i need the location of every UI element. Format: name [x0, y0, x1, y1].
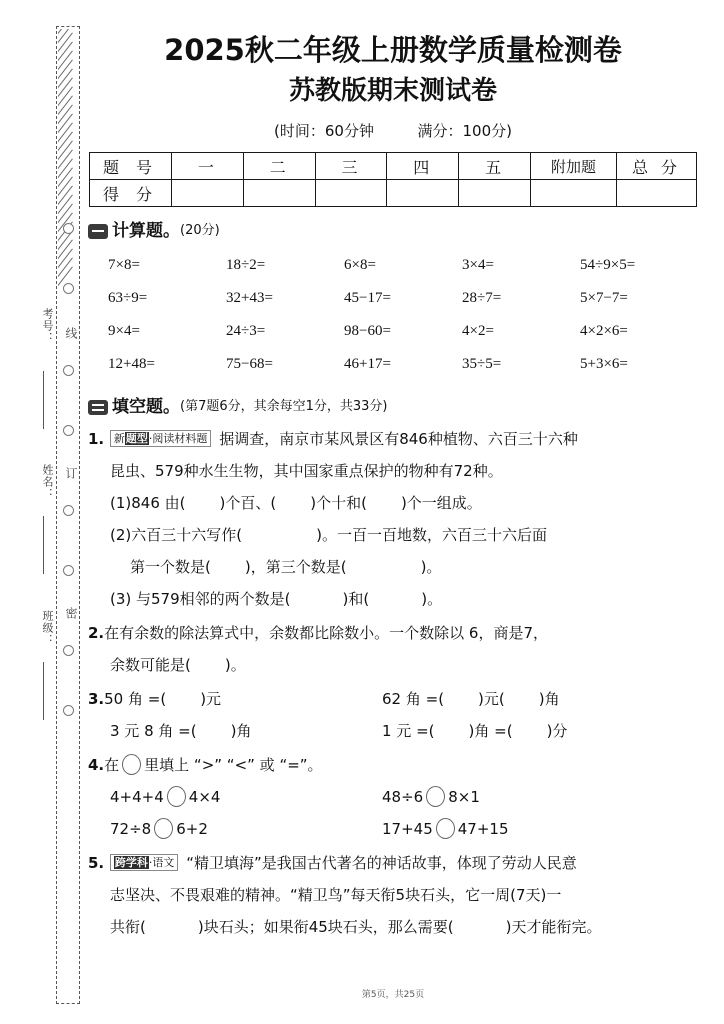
q4-pair-2	[364, 781, 644, 813]
tag-post: ·语文	[148, 856, 175, 869]
calc-item[interactable]: 9×4=	[108, 323, 140, 339]
question-1-sub3	[84, 583, 702, 615]
q4-left: 72÷8	[110, 820, 152, 838]
score-col-head-total: 总 分	[617, 153, 697, 180]
q3-r2c1-a: 3 元 8 角 =(	[110, 722, 197, 740]
calc-item[interactable]: 7×8=	[108, 257, 140, 273]
sub2-part-b: )。一百一百地数，六百三十六后面	[316, 526, 547, 544]
section-note-1: (20分)	[180, 223, 220, 238]
q3-r2c2-c: )分	[546, 722, 568, 740]
q3-item-2	[364, 683, 644, 715]
q4-right: 8×1	[448, 788, 480, 806]
calc-item[interactable]: 18÷2=	[226, 257, 266, 273]
calc-item[interactable]: 35÷5=	[462, 356, 502, 372]
q3-r1c2-b: )元(	[478, 690, 505, 708]
question-2-stem	[84, 617, 702, 649]
question-3	[84, 683, 702, 747]
question-3-row2	[84, 715, 702, 747]
sub1-part-a: (1)846 由(	[110, 494, 186, 512]
sub1-part-d: )个一组成。	[400, 494, 482, 512]
calc-item[interactable]: 63÷9=	[108, 290, 148, 306]
calc-row	[84, 315, 702, 348]
seal-char-seal: 密	[64, 607, 78, 619]
question-type-tag	[110, 854, 179, 871]
question-1-sub1	[84, 487, 702, 519]
calc-row	[84, 282, 702, 315]
exam-meta	[84, 116, 702, 146]
sub2-part-e: )。	[420, 558, 442, 576]
field-label-name: 姓名：	[41, 464, 54, 500]
calc-item[interactable]: 4×2×6=	[580, 323, 628, 339]
score-col-head-5: 五	[459, 153, 531, 180]
q3-item-4	[364, 715, 644, 747]
q4-right: 4×4	[188, 788, 221, 806]
q4-pair-1	[84, 781, 364, 813]
calc-item[interactable]: 75−68=	[226, 356, 273, 372]
q3-r1c1-a: 50 角 =(	[104, 690, 167, 708]
score-cell-extra[interactable]	[531, 180, 617, 207]
calc-item[interactable]: 4×2=	[462, 323, 494, 339]
write-rule	[43, 662, 44, 720]
q4-left: 17+45	[382, 820, 433, 838]
q3-item-3	[84, 715, 364, 747]
q4-right: 47+15	[457, 820, 509, 838]
table-row	[90, 180, 697, 207]
question-2-line2	[84, 649, 702, 681]
calculation-grid	[84, 249, 702, 381]
q3-r2c2-b: )角 =(	[468, 722, 513, 740]
score-col-head-3: 三	[315, 153, 387, 180]
q3-item-1	[84, 683, 364, 715]
seal-circle	[63, 505, 74, 516]
seal-column	[34, 26, 80, 1004]
question-number: 1.	[88, 430, 105, 448]
sub2-part-d: )，第三个数是(	[244, 558, 347, 576]
tag-post: ·阅读材料题	[148, 432, 208, 445]
comparison-circle[interactable]	[426, 786, 445, 807]
score-table	[89, 152, 697, 207]
calc-row	[84, 348, 702, 381]
seal-circle	[63, 705, 74, 716]
page-title: 2025秋二年级上册数学质量检测卷	[164, 33, 622, 67]
field-label-class: 班级：	[41, 610, 54, 646]
question-2-line1: 在有余数的除法算式中，余数都比除数小。一个数除以 6，商是7，	[104, 624, 548, 642]
seal-circle	[63, 565, 74, 576]
calc-row	[84, 249, 702, 282]
tag-bold: 跨学科	[114, 856, 148, 869]
page-footer: 第5页，共25页	[361, 990, 425, 1000]
sub2-part-a: (2)六百三十六写作(	[110, 526, 243, 544]
tag-pre: 新	[113, 432, 125, 445]
q4-left: 4+4+4	[110, 788, 164, 806]
seal-circle	[63, 365, 74, 376]
score-cell-1[interactable]	[172, 180, 244, 207]
question-4-stem	[84, 749, 702, 781]
question-1	[84, 423, 702, 615]
score-col-head-extra: 附加题	[531, 153, 617, 180]
q5-part-a: 共衔(	[110, 918, 146, 936]
score-cell-3[interactable]	[315, 180, 387, 207]
question-1-line1: 据调查，南京市某风景区有846种植物、六百三十六种	[219, 430, 578, 448]
question-4-row1	[84, 781, 702, 813]
q3-r2c2-a: 1 元 =(	[382, 722, 435, 740]
seal-circle	[63, 223, 74, 234]
score-cell-total[interactable]	[617, 180, 697, 207]
comparison-circle-icon	[122, 754, 141, 775]
section-number-two-icon	[88, 400, 108, 415]
seal-circle	[63, 283, 74, 294]
paper-content	[84, 26, 702, 1004]
seal-circle	[63, 645, 74, 656]
question-4-row2	[84, 813, 702, 845]
question-3-row1	[84, 683, 702, 715]
section-number-one-icon	[88, 224, 108, 239]
question-type-tag	[110, 430, 212, 447]
calc-item[interactable]: 24÷3=	[226, 323, 266, 339]
question-5	[84, 847, 702, 943]
q3-r1c2-a: 62 角 =(	[382, 690, 445, 708]
section-heading-1	[88, 221, 702, 241]
question-2	[84, 617, 702, 681]
q4-right: 6+2	[176, 820, 208, 838]
comparison-circle[interactable]	[436, 818, 455, 839]
question-number: 5.	[88, 854, 105, 872]
calc-item[interactable]: 45−17=	[344, 290, 391, 306]
seal-char-bind: 订	[64, 467, 78, 479]
calc-item[interactable]: 54÷9×5=	[580, 257, 636, 273]
calc-item[interactable]: 5+3×6=	[580, 356, 628, 372]
sub1-part-b: )个百、(	[219, 494, 277, 512]
section-title-2: 填空题。	[112, 397, 180, 417]
field-label-exam-number: 考号：	[41, 308, 54, 344]
sub3-part-a: (3) 与579相邻的两个数是(	[110, 590, 291, 608]
question-4	[84, 749, 702, 845]
score-row-label: 得 分	[90, 180, 172, 207]
calc-item[interactable]: 32+43=	[226, 290, 273, 306]
comparison-circle[interactable]	[154, 818, 173, 839]
question-number: 3.	[88, 690, 105, 708]
q3-r1c2-c: )角	[538, 690, 560, 708]
q5-part-c: )天才能衔完。	[505, 918, 602, 936]
sub1-part-c: )个十和(	[310, 494, 367, 512]
question-1-sub2-cont	[84, 551, 702, 583]
seal-hatch-pattern	[58, 29, 79, 291]
q4-prompt-a: 在	[104, 756, 120, 774]
calc-item[interactable]: 6×8=	[344, 257, 376, 273]
sub3-part-b: )和(	[342, 590, 370, 608]
exam-time: (时间：60分钟	[274, 122, 374, 140]
page-subtitle: 苏教版期末测试卷	[288, 76, 497, 106]
score-col-head-4: 四	[387, 153, 459, 180]
exam-fullscore: 满分：100分)	[417, 122, 512, 140]
write-rule	[43, 516, 44, 574]
calc-item[interactable]: 5×7−7=	[580, 290, 628, 306]
calc-item[interactable]: 12+48=	[108, 356, 155, 372]
score-col-head-1: 一	[172, 153, 244, 180]
score-col-head-2: 二	[243, 153, 315, 180]
calc-item[interactable]: 3×4=	[462, 257, 494, 273]
question-5-stem	[84, 847, 702, 879]
q3-r1c1-b: )元	[200, 690, 222, 708]
section-title-1: 计算题。	[112, 221, 180, 241]
question-1-sub2	[84, 519, 702, 551]
calc-item[interactable]: 98−60=	[344, 323, 391, 339]
score-cell-2[interactable]	[243, 180, 315, 207]
seal-dashed-box	[56, 26, 80, 1004]
q4-pair-3	[84, 813, 364, 845]
comparison-circle[interactable]	[167, 786, 186, 807]
calc-item[interactable]: 28÷7=	[462, 290, 502, 306]
q5-part-b: )块石头；如果衔45块石头，那么需要(	[197, 918, 454, 936]
section-note-2: (第7题6分，其余每空1分，共33分)	[180, 399, 388, 414]
table-row	[90, 153, 697, 180]
question-5-line3	[84, 911, 702, 943]
question-number: 4.	[88, 756, 105, 774]
write-rule	[43, 371, 44, 429]
question-number: 2.	[88, 624, 105, 642]
score-cell-5[interactable]	[459, 180, 531, 207]
seal-circle	[63, 425, 74, 436]
question-1-line2: 昆虫、579种水生生物，其中国家重点保护的物种有72种。	[110, 462, 503, 480]
question-5-line1: “精卫填海”是我国古代著名的神话故事，体现了劳动人民意	[186, 854, 577, 872]
q4-left: 48÷6	[382, 788, 424, 806]
sub3-part-c: )。	[421, 590, 443, 608]
section-heading-2	[88, 397, 702, 417]
seal-char-line: 线	[64, 327, 78, 339]
q2-part-a: 余数可能是(	[110, 656, 191, 674]
q4-prompt-b: 里填上 “>” “<” 或 “=”。	[144, 756, 323, 774]
tag-bold: 题型	[125, 432, 148, 445]
question-1-stem	[84, 423, 702, 455]
calc-item[interactable]: 46+17=	[344, 356, 391, 372]
sub2-part-c: 第一个数是(	[130, 558, 211, 576]
q2-part-b: )。	[224, 656, 246, 674]
question-5-line2: 志坚决、不畏艰难的精神。“精卫鸟”每天衔5块石头，它一周(7天)一	[110, 886, 562, 904]
score-row-label: 题 号	[90, 153, 172, 180]
score-cell-4[interactable]	[387, 180, 459, 207]
q4-pair-4	[364, 813, 644, 845]
q3-r2c1-b: )角	[230, 722, 252, 740]
